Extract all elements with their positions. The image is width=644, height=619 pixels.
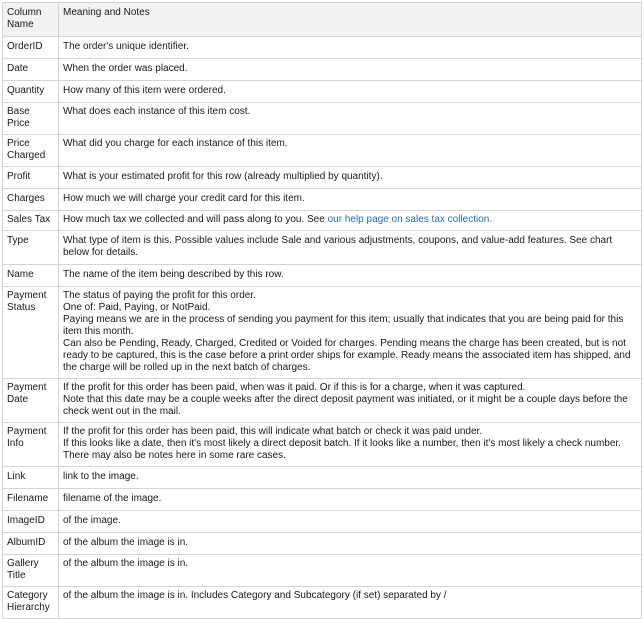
meaning-notes-cell [59,189,642,211]
table-row [3,211,642,231]
table-row [3,265,642,287]
note-text: The status of paying the profit for this order. [63,290,256,301]
column-name-cell: Payment Date [3,379,59,423]
note-text: How many of this item were ordered. [63,85,226,96]
meaning-notes-cell [59,59,642,81]
column-name-cell: Payment Status [3,287,59,379]
note-text: link to the image. [63,471,139,482]
column-name-cell: Base Price [3,103,59,135]
note-line [63,290,637,302]
note-line [63,63,637,75]
column-name-cell: AlbumID [3,533,59,555]
meaning-notes-cell [59,103,642,135]
note-text: If the profit for this order has been paid, this will indicate what batch or check it was paid under. [63,426,483,437]
note-text: Can also be Pending, Ready, Charged, Credited or Voided for charges. Pending means the charge has been created, but is not ready to be captured, this is the case before a print order ships for example. Ready means the associated item has shipped, and the charge will be rolled up in the next batch of charges. [63,338,631,373]
meaning-notes-cell [59,511,642,533]
table-row [3,489,642,511]
column-name-cell: Price Charged [3,135,59,167]
note-line [63,269,637,281]
note-text: Note that this date may be a couple weeks after the direct deposit payment was initiated, or it might be a couple days before the check went out in the mail. [63,394,628,417]
note-text: If this looks like a date, then it's most likely a direct deposit batch. If it looks like a number, then it's most likely a check number. [63,438,621,449]
meaning-notes-cell [59,211,642,231]
note-text: How much tax we collected and will pass along to you. See [63,214,328,225]
meaning-notes-cell [59,467,642,489]
table-row [3,533,642,555]
meaning-notes-cell [59,287,642,379]
note-line [63,235,637,259]
table-row [3,287,642,379]
note-text: filename of the image. [63,493,162,504]
table-row [3,467,642,489]
note-text: of the image. [63,515,121,526]
column-reference-table [2,2,642,619]
meaning-notes-cell [59,231,642,265]
note-text: What does each instance of this item cost. [63,106,251,117]
column-name-cell: Quantity [3,81,59,103]
note-text: One of: Paid, Paying, or NotPaid. [63,302,211,313]
table-row [3,379,642,423]
note-text: What is your estimated profit for this row (already multiplied by quantity). [63,171,383,182]
meaning-notes-cell [59,135,642,167]
table-row [3,231,642,265]
table-row [3,587,642,619]
meaning-notes-cell [59,81,642,103]
note-line [63,314,637,338]
note-line [63,302,637,314]
note-line [63,382,637,394]
column-name-header: Column Name [3,3,59,37]
column-name-cell: Name [3,265,59,287]
table-row [3,59,642,81]
meaning-notes-header: Meaning and Notes [59,3,642,37]
meaning-notes-cell [59,167,642,189]
meaning-notes-cell [59,423,642,467]
note-text: How much we will charge your credit card for this item. [63,193,305,204]
note-text: The order's unique identifier. [63,41,189,52]
note-line [63,426,637,438]
column-name-cell: Filename [3,489,59,511]
note-text: What did you charge for each instance of this item. [63,138,288,149]
note-line [63,85,637,97]
column-name-cell: Type [3,231,59,265]
note-line [63,438,637,450]
note-text: of the album the image is in. [63,537,189,548]
table-row [3,81,642,103]
note-line [63,138,637,150]
table-header-row [3,3,642,37]
note-line [63,171,637,183]
meaning-notes-cell [59,555,642,587]
table-row [3,511,642,533]
note-line [63,41,637,53]
note-text: of the album the image is in. Includes Category and Subcategory (if set) separated by / [63,590,447,601]
column-name-cell: Category Hierarchy [3,587,59,619]
column-name-cell: Sales Tax [3,211,59,231]
table-body [3,37,642,619]
note-line [63,515,637,527]
meaning-notes-cell [59,533,642,555]
note-line [63,450,637,462]
meaning-notes-cell [59,37,642,59]
note-text: What type of item is this. Possible values include Sale and various adjustments, coupons, and value-add features. See chart below for details. [63,235,613,258]
note-text: Paying means we are in the process of sending you payment for this item; usually that indicates that you are being paid for this item this month. [63,314,624,337]
note-text: of the album the image is in. [63,558,189,569]
sales-tax-help-link[interactable]: our help page on sales tax collection. [327,214,493,225]
column-name-cell: ImageID [3,511,59,533]
table-row [3,37,642,59]
column-name-cell: Date [3,59,59,81]
meaning-notes-cell [59,587,642,619]
note-text: There may also be notes here in some rare cases. [63,450,286,461]
column-name-cell: Gallery Title [3,555,59,587]
note-line [63,338,637,374]
meaning-notes-cell [59,489,642,511]
note-line [63,590,637,602]
column-name-cell: Profit [3,167,59,189]
column-name-cell: Link [3,467,59,489]
note-text: When the order was placed. [63,63,188,74]
note-line [63,558,637,570]
note-line [63,537,637,549]
note-line [63,394,637,418]
column-name-cell: OrderID [3,37,59,59]
table-row [3,423,642,467]
note-line [63,193,637,205]
table-row [3,135,642,167]
meaning-notes-cell [59,265,642,287]
note-line [63,471,637,483]
table-row [3,555,642,587]
column-name-cell: Payment Info [3,423,59,467]
table-row [3,167,642,189]
column-name-cell: Charges [3,189,59,211]
note-text: The name of the item being described by this row. [63,269,284,280]
note-line [63,493,637,505]
meaning-notes-cell [59,379,642,423]
note-line [63,214,637,226]
note-line [63,106,637,118]
note-text: If the profit for this order has been paid, when was it paid. Or if this is for a charge, when it was captured. [63,382,526,393]
table-row [3,103,642,135]
table-row [3,189,642,211]
